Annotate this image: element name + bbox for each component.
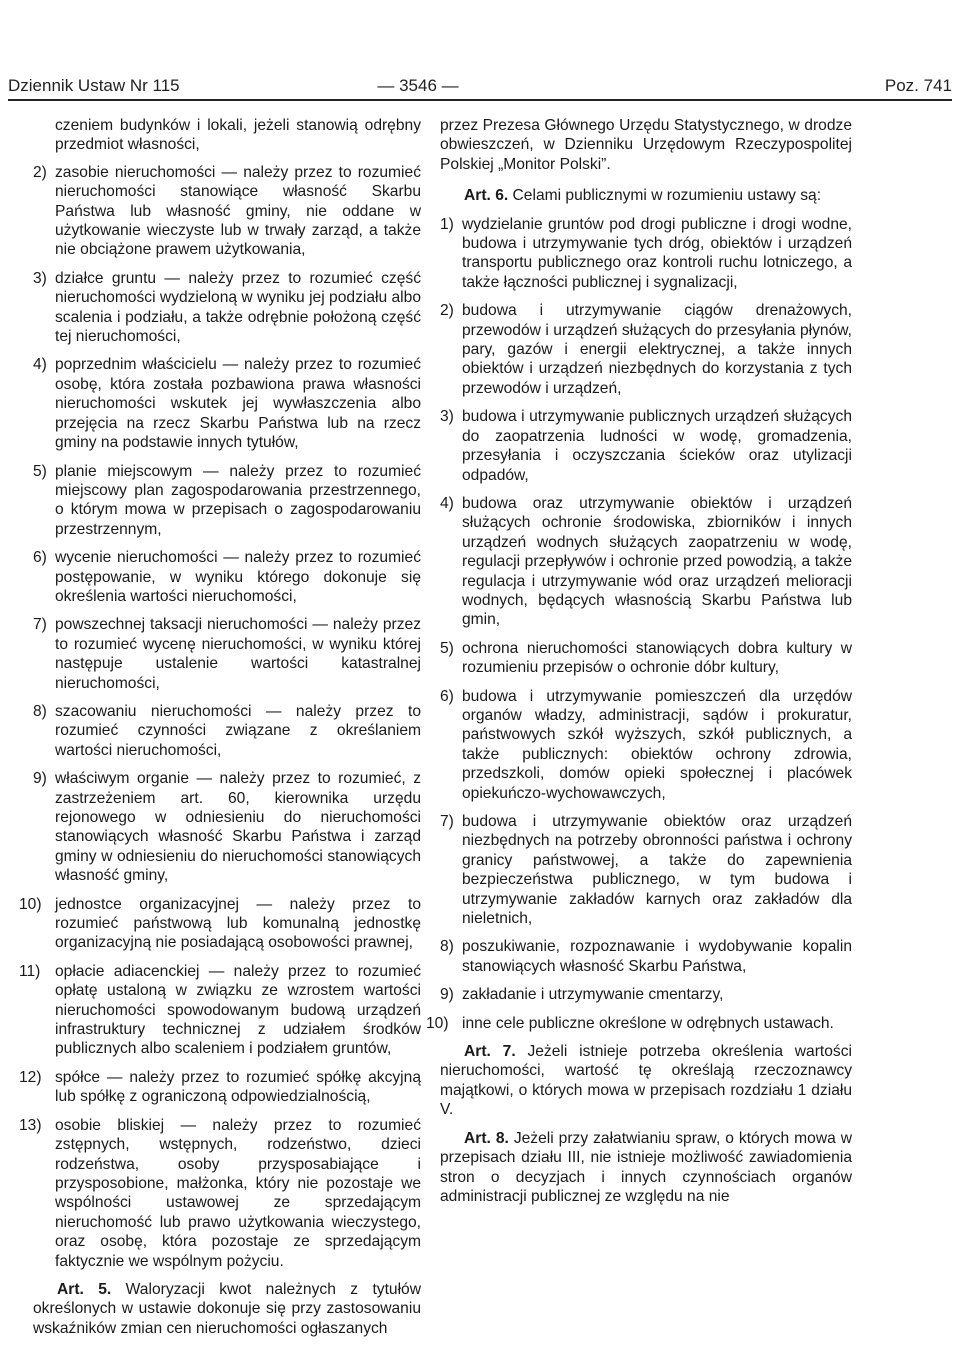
list-item	[19, 962, 421, 1059]
article-8	[440, 1129, 852, 1207]
item-number: 1)	[440, 215, 454, 233]
item-number: 6)	[440, 687, 454, 705]
header-rule	[8, 99, 952, 101]
list-item	[19, 1116, 421, 1271]
item-number: 11)	[19, 962, 41, 980]
article-label: Art. 8.	[464, 1129, 509, 1147]
item-text: planie miejscowym — należy przez to rozumieć miejscowy plan zagospodarowania przestrzennego, o którym mowa w przepisach o zagospodarowaniu przestrzennym,	[55, 462, 421, 538]
list-item	[33, 702, 421, 760]
article-text: Waloryzacji kwot należnych z tytułów określonych w ustawie dokonuje się przy zastosowaniu wskaźników zmian cen nieruchomości ogłaszanych	[33, 1280, 421, 1337]
list-item	[33, 462, 421, 540]
list-item	[440, 639, 852, 678]
list-item	[33, 163, 421, 260]
article-6	[440, 186, 852, 205]
list-item	[19, 1068, 421, 1107]
definition-list	[19, 163, 421, 1271]
item-number: 7)	[33, 616, 47, 634]
item-text: budowa i utrzymywanie ciągów drenażowych, przewodów i urządzeń służących do przesyłania płynów, pary, gazów i energii elektrycznej, a także innych obiektów i urządzeń niezbędnych do korzystania z tych przewodów i urządzeń,	[462, 302, 852, 397]
item-text: budowa i utrzymywanie publicznych urządzeń służących do zaopatrzenia ludności w wodę, gromadzenia, przesyłania i oczyszczania ścieków oraz utylizacji odpadów,	[462, 408, 852, 484]
item-text: inne cele publiczne określone w odrębnych ustawach.	[462, 1014, 834, 1032]
item-number: 6)	[33, 549, 47, 567]
item-text: właściwym organie — należy przez to rozumieć, z zastrzeżeniem art. 60, kierownika urzędu rejonowego w odniesieniu do nieruchomości stanowiących własność Skarbu Państwa i zarząd gminy w odniesieniu do nieruchomości stanowiących własność gminy,	[55, 770, 421, 885]
item-number: 13)	[19, 1116, 42, 1134]
article-label: Art. 5.	[57, 1280, 112, 1298]
item-text: spółce — należy przez to rozumieć spółkę akcyjną lub spółkę z ograniczoną odpowiedzialnością,	[55, 1068, 421, 1106]
item-text: osobie bliskiej — należy przez to rozumieć zstępnych, wstępnych, rodzeństwo, dzieci rodzeństwa, osoby przysposabiające i przysposobione, małżonka, który nie pozostaje we wspólności ustawowej ze sprzedającym nieruchomość lub prawo użytkowania wieczystego, oraz osobę, która pozostaje ze sprzedającym faktycznie we wspólnym pożyciu.	[55, 1116, 421, 1270]
item-number: 10)	[19, 895, 42, 913]
item-text: powszechnej taksacji nieruchomości — należy przez to rozumieć wycenę nieruchomości, w wyniku której następuje ustalenie wartości katastralnej nieruchomości,	[55, 616, 421, 692]
article-text: Jeżeli istnieje potrzeba określenia wartości nieruchomości, wartość tę określają rzeczoznawcy majątkowi, o których mowa w przepisach rozdziału 1 działu V.	[440, 1043, 852, 1119]
list-item	[33, 548, 421, 606]
item-text: budowa i utrzymywanie obiektów oraz urządzeń niezbędnych na potrzeby obronności państwa i ochrony granicy państwowej, a także do zapewnienia bezpieczeństwa publicznego, w tym budowa i utrzymywanie zakładów karnych oraz zakładów dla nieletnich,	[462, 813, 852, 928]
item-text: zasobie nieruchomości — należy przez to rozumieć nieruchomości stanowiące własność Skarbu Państwa lub własność gminy, nie oddane w użytkowanie wieczyste lub w trwały zarząd, a także nie obciążone prawem użytkowania,	[55, 163, 421, 259]
page-number: — 3546 —	[377, 76, 459, 95]
right-column	[426, 116, 852, 1215]
article-text: Jeżeli przy załatwianiu spraw, o których mowa w przepisach działu III, nie istnieje możliwość zawiadomienia stron o decyzjach i innych czynnościach organów administracji publicznej ze względu na nie	[440, 1129, 852, 1205]
item-number: 5)	[33, 462, 47, 480]
article-7	[440, 1042, 852, 1120]
list-item	[440, 407, 852, 485]
item-number: 3)	[33, 269, 47, 287]
list-item	[440, 494, 852, 630]
item-number: 8)	[440, 938, 454, 956]
item-text: opłacie adiacenckiej — należy przez to rozumieć opłatę ustaloną w związku ze wzrostem wartości nieruchomości spowodowanym budową urządzeń infrastruktury technicznej z udziałem środków publicznych albo scaleniem i podziałem gruntów,	[55, 962, 421, 1058]
item-number: 2)	[440, 302, 454, 320]
list-item	[440, 301, 852, 398]
item-number: 9)	[33, 770, 47, 788]
item-text: wycenie nieruchomości — należy przez to rozumieć postępowanie, w wyniku którego dokonuje się określenia wartości nieruchomości,	[55, 549, 421, 605]
list-item	[440, 985, 852, 1004]
list-item	[19, 895, 421, 953]
item-text: jednostce organizacyjnej — należy przez to rozumieć państwową lub komunalną jednostkę organizacyjną nie posiadającą osobowości prawnej,	[55, 895, 421, 952]
public-purposes-list	[426, 215, 852, 1033]
item-number: 4)	[440, 494, 454, 512]
position-number: Poz. 741	[884, 76, 952, 95]
item-number: 3)	[440, 408, 454, 426]
item-text: szacowaniu nieruchomości — należy przez to rozumieć czynności związane z określaniem wartości nieruchomości,	[55, 702, 421, 759]
list-item	[440, 215, 852, 293]
item-text: zakładanie i utrzymywanie cmentarzy,	[462, 986, 724, 1004]
item-number: 4)	[33, 356, 47, 374]
item-text: budowa i utrzymywanie pomieszczeń dla urzędów organów władzy, administracji, sądów i prokuratur, państwowych szkół wyższych, szkół publicznych, a także publicznych: obiektów ochrony zdrowia, przedszkoli, domów opieki społecznej i placówek opiekuńczo-wychowawczych,	[462, 687, 852, 802]
list-item	[440, 687, 852, 803]
item-text: poszukiwanie, rozpoznawanie i wydobywanie kopalin stanowiących własność Skarbu Państwa,	[462, 938, 852, 975]
item-number: 10)	[426, 1014, 449, 1032]
continuation-text: przez Prezesa Głównego Urzędu Statystycznego, w drodze obwieszczeń, w Dzienniku Urzędowym Rzeczypospolitej Polskiej „Monitor Polski”.	[440, 117, 852, 173]
item-text: ochrona nieruchomości stanowiących dobra kultury w rozumieniu przepisów o ochronie dóbr kultury,	[462, 639, 852, 677]
item-text: działce gruntu — należy przez to rozumieć część nieruchomości wydzieloną w wyniku jej podziału albo scalenia i podziału, a także odrębnie położoną część tej nieruchomości,	[55, 269, 421, 346]
item-text: poprzednim właścicielu — należy przez to rozumieć osobę, która została pozbawiona prawa własności nieruchomości wskutek jej wywłaszczenia albo przejęcia na rzecz Skarbu Państwa lub na rzecz gminy na podstawie innych tytułów,	[55, 356, 421, 452]
article-label: Art. 6.	[464, 187, 509, 205]
item-number: 2)	[33, 163, 47, 181]
list-item	[440, 937, 852, 976]
list-item	[426, 1014, 852, 1033]
article-5	[33, 1280, 421, 1338]
page-header	[8, 76, 952, 98]
item-number: 5)	[440, 639, 454, 657]
list-item	[33, 355, 421, 452]
item-text: wydzielanie gruntów pod drogi publiczne i drogi wodne, budowa i utrzymywanie tych dróg, obiektów i urządzeń transportu publicznego oraz kontroli ruchu lotniczego, a także łączności publicznej i sygnalizacji,	[462, 215, 852, 291]
list-item	[33, 769, 421, 885]
item-text: budowa oraz utrzymywanie obiektów i urządzeń służących ochronie środowiska, zbiorników i innych urządzeń wodnych służących zaopatrzeniu w wodę, regulacji przepływów i ochronie przed powodzią, a także regulacja i utrzymywanie wód oraz urządzeń melioracji wodnych, będących własnością Skarbu Państwa lub gmin,	[462, 494, 852, 629]
continuation-text: czeniem budynków i lokali, jeżeli stanowią odrębny przedmiot własności,	[55, 117, 421, 154]
item-number: 7)	[440, 813, 454, 830]
list-item	[33, 615, 421, 693]
left-column	[19, 116, 421, 1347]
journal-title: Dziennik Ustaw Nr 115	[8, 76, 180, 95]
list-item	[440, 812, 852, 928]
article-text: Celami publicznymi w rozumieniu ustawy są:	[512, 187, 822, 205]
list-item	[33, 269, 421, 347]
article-label: Art. 7.	[464, 1043, 516, 1061]
item-number: 8)	[33, 702, 47, 720]
item-number: 9)	[440, 986, 454, 1004]
item-number: 12)	[19, 1068, 42, 1086]
